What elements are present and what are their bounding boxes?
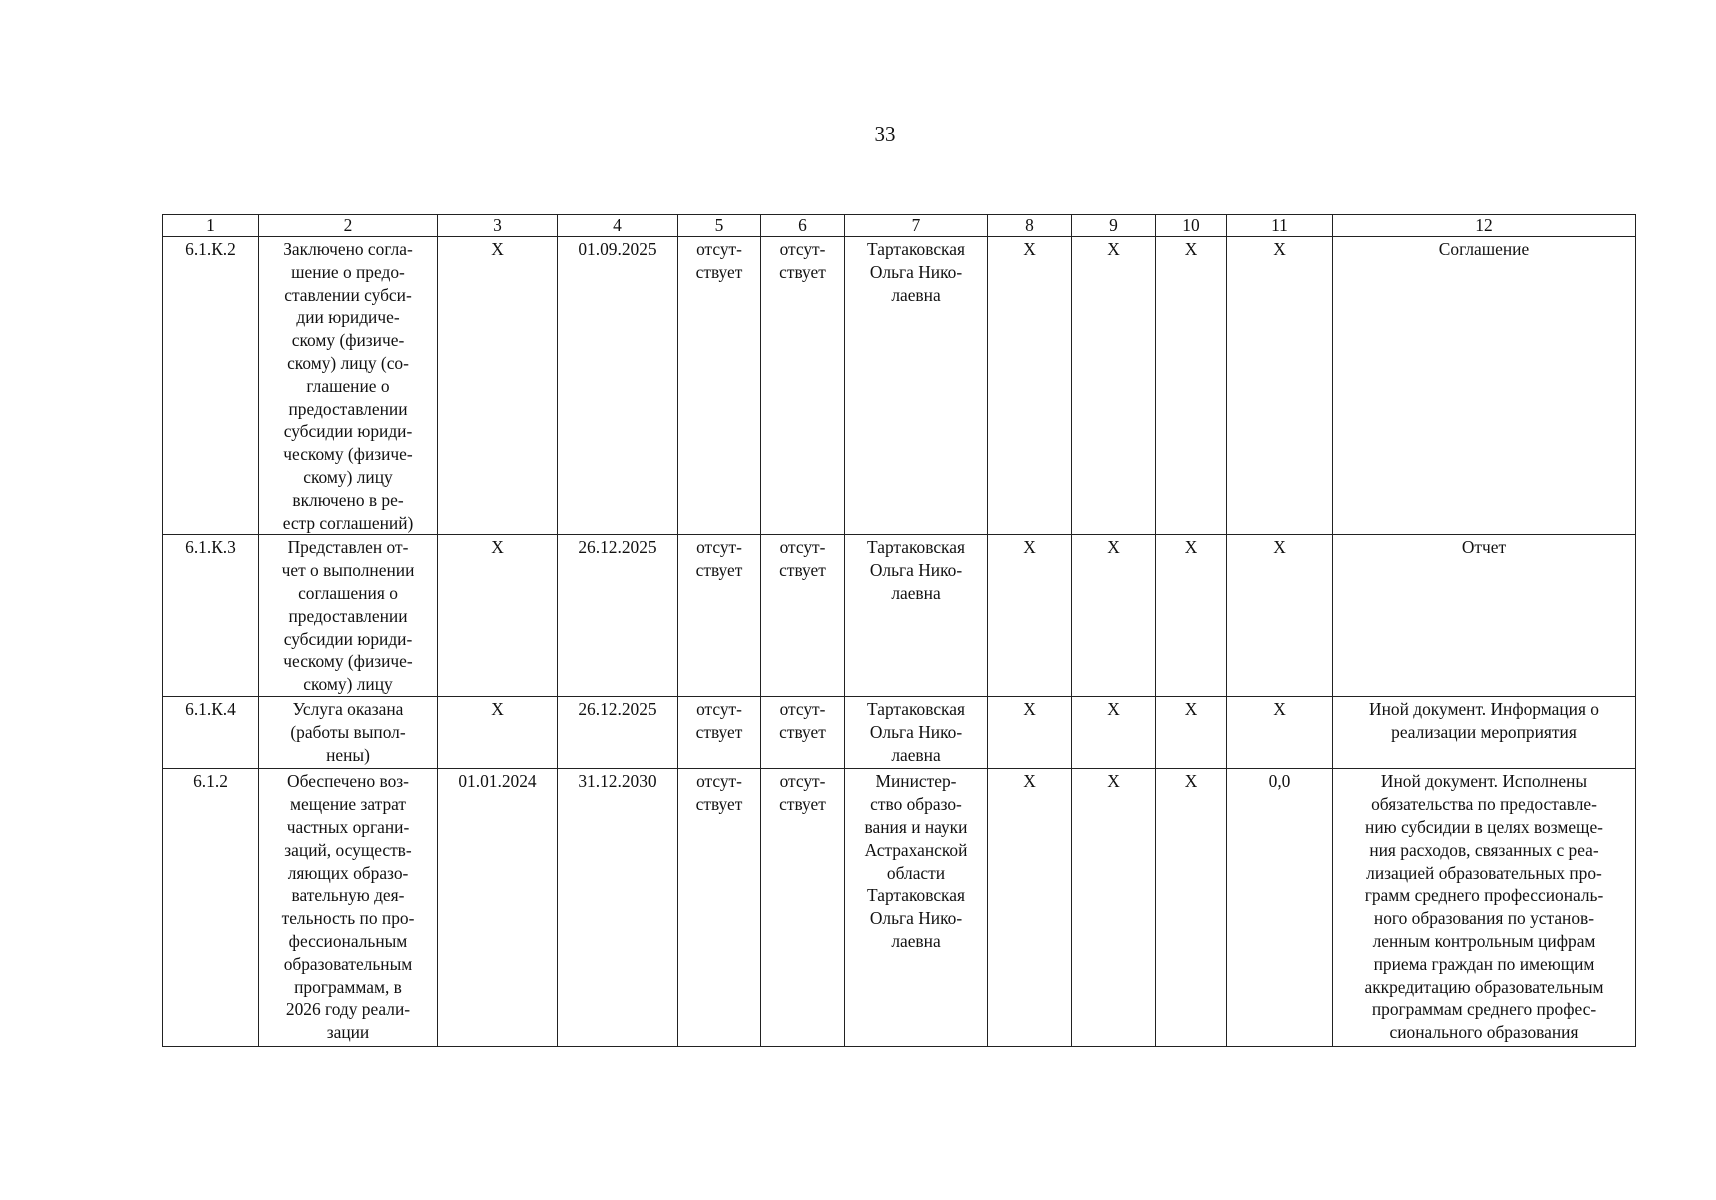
responsible-cell	[845, 237, 988, 535]
text-line: предоставлении	[288, 605, 408, 626]
column-8-cell: X	[988, 769, 1072, 1047]
text-line: скому (физиче-	[291, 330, 405, 351]
text-line: лаевна	[891, 930, 941, 951]
text-line: грамм среднего профессиональ-	[1364, 885, 1604, 906]
text-line: предоставлении	[288, 398, 408, 419]
row-code-cell: 6.1.К.3	[163, 535, 259, 697]
text-line: Обеспечено воз-	[287, 771, 409, 792]
column-5-cell	[678, 769, 761, 1047]
text-line: вания и науки	[864, 816, 968, 837]
column-11-cell: X	[1227, 535, 1333, 697]
end-date-cell: 31.12.2030	[558, 769, 678, 1047]
text-line: мещение затрат	[289, 794, 407, 815]
column-6-cell	[761, 535, 845, 697]
text-line: программам, в	[294, 976, 402, 997]
text-line: ленным контрольным цифрам	[1372, 930, 1596, 951]
text-line: включено в ре-	[292, 489, 404, 510]
row-code-cell: 6.1.К.4	[163, 697, 259, 769]
column-header: 8	[988, 215, 1072, 237]
text-line: ствует	[695, 722, 743, 743]
responsible-cell	[845, 697, 988, 769]
text-line: шение о предо-	[291, 261, 405, 282]
text-line: Ольга Нико-	[869, 908, 963, 929]
column-5-cell	[678, 535, 761, 697]
column-header: 9	[1072, 215, 1156, 237]
text-line: скому) лицу (со-	[287, 352, 409, 373]
page-number: 33	[874, 122, 896, 146]
text-line: области	[886, 862, 946, 883]
text-line: субсидии юриди-	[283, 628, 413, 649]
column-6-cell	[761, 769, 845, 1047]
table-header-row	[163, 215, 1636, 237]
text-line: глашение о	[306, 375, 390, 396]
plan-table-container	[162, 214, 1635, 1047]
text-line: отсут-	[696, 699, 742, 720]
document-cell	[1333, 535, 1636, 697]
column-5-cell	[678, 697, 761, 769]
text-line: Иной документ. Исполнены	[1380, 771, 1588, 792]
column-10-cell: X	[1156, 535, 1227, 697]
text-line: зации	[326, 1022, 370, 1043]
text-line: Иной документ. Информация о	[1369, 699, 1599, 720]
column-header: 12	[1333, 215, 1636, 237]
text-line: аккредитацию образовательным	[1364, 976, 1604, 997]
text-line: ствует	[695, 261, 743, 282]
column-10-cell: X	[1156, 697, 1227, 769]
text-line: ния расходов, связанных с реа-	[1369, 839, 1599, 860]
start-date-cell: 01.01.2024	[438, 769, 558, 1047]
document-cell	[1333, 697, 1636, 769]
text-line: ческому (физиче-	[283, 651, 413, 672]
text-line: ставлении субси-	[284, 284, 412, 305]
text-line: 2026 году реали-	[285, 999, 411, 1020]
column-9-cell: X	[1072, 535, 1156, 697]
text-line: Ольга Нико-	[869, 261, 963, 282]
text-line: образовательным	[283, 953, 413, 974]
column-10-cell: X	[1156, 237, 1227, 535]
text-line: ствует	[779, 560, 826, 581]
text-line: субсидии юриди-	[283, 421, 413, 442]
column-header: 5	[678, 215, 761, 237]
text-line: вательную дея-	[291, 885, 405, 906]
column-9-cell: X	[1072, 769, 1156, 1047]
text-line: Ольга Нико-	[869, 560, 963, 581]
text-line: ляющих образо-	[287, 862, 409, 883]
column-header: 4	[558, 215, 678, 237]
document-cell	[1333, 237, 1636, 535]
column-header: 7	[845, 215, 988, 237]
text-line: отсут-	[696, 239, 742, 259]
text-line: ческому (физиче-	[283, 444, 413, 465]
column-5-cell	[678, 237, 761, 535]
text-line: чет о выполнении	[281, 560, 415, 581]
row-code-cell: 6.1.К.2	[163, 237, 259, 535]
column-header: 10	[1156, 215, 1227, 237]
text-line: реализации мероприятия	[1391, 722, 1577, 743]
text-line: отсут-	[779, 239, 826, 259]
text-line: Услуга оказана	[292, 699, 404, 720]
text-line: Представлен от-	[287, 537, 409, 558]
text-line: лизацией образовательных про-	[1366, 862, 1602, 883]
text-line: Астраханской	[864, 839, 968, 860]
text-line: Ольга Нико-	[869, 722, 963, 743]
text-line: ствует	[779, 261, 826, 282]
column-header: 6	[761, 215, 845, 237]
column-10-cell: X	[1156, 769, 1227, 1047]
text-line: отсут-	[696, 537, 742, 558]
row-name-cell	[259, 697, 438, 769]
column-11-cell: X	[1227, 697, 1333, 769]
text-line: лаевна	[891, 284, 941, 305]
text-line: ствует	[695, 560, 743, 581]
table-row	[163, 769, 1636, 1047]
text-line: лаевна	[891, 582, 941, 603]
text-line: Тартаковская	[867, 885, 965, 906]
column-header: 11	[1227, 215, 1333, 237]
column-9-cell: X	[1072, 237, 1156, 535]
text-line: скому) лицу	[303, 674, 393, 695]
table-row	[163, 535, 1636, 697]
document-cell	[1333, 769, 1636, 1047]
column-header: 3	[438, 215, 558, 237]
text-line: нены)	[326, 744, 370, 765]
text-line: Тартаковская	[867, 537, 965, 558]
text-line: отсут-	[779, 537, 826, 558]
text-line: ство образо-	[870, 794, 962, 815]
row-name-cell	[259, 237, 438, 535]
text-line: отсут-	[779, 699, 826, 720]
end-date-cell: 26.12.2025	[558, 697, 678, 769]
text-line: обязательства по предоставле-	[1371, 794, 1597, 815]
start-date-cell: X	[438, 697, 558, 769]
text-line: частных органи-	[286, 816, 410, 837]
column-8-cell: X	[988, 237, 1072, 535]
table-row	[163, 697, 1636, 769]
column-8-cell: X	[988, 535, 1072, 697]
row-name-cell	[259, 769, 438, 1047]
text-line: дии юридиче-	[296, 307, 400, 328]
text-line: ствует	[779, 794, 826, 815]
end-date-cell: 01.09.2025	[558, 237, 678, 535]
text-line: Тартаковская	[867, 239, 965, 259]
text-line: отсут-	[696, 771, 742, 792]
column-header: 2	[259, 215, 438, 237]
text-line: программам среднего профес-	[1371, 999, 1597, 1020]
responsible-cell	[845, 535, 988, 697]
text-line: отсут-	[779, 771, 826, 792]
text-line: (работы выпол-	[290, 722, 406, 743]
column-6-cell	[761, 697, 845, 769]
text-line: лаевна	[891, 744, 941, 765]
text-line: приема граждан по имеющим	[1373, 953, 1595, 974]
text-line: фессиональным	[288, 930, 408, 951]
responsible-cell	[845, 769, 988, 1047]
column-9-cell: X	[1072, 697, 1156, 769]
text-line: заций, осуществ-	[284, 839, 412, 860]
row-code-cell: 6.1.2	[163, 769, 259, 1047]
text-line: сионального образования	[1389, 1022, 1579, 1043]
column-11-cell: 0,0	[1227, 769, 1333, 1047]
plan-table	[162, 214, 1636, 1047]
row-name-cell	[259, 535, 438, 697]
end-date-cell: 26.12.2025	[558, 535, 678, 697]
text-line: скому) лицу	[303, 466, 393, 487]
text-line: тельность по про-	[281, 908, 415, 929]
column-11-cell: X	[1227, 237, 1333, 535]
text-line: Тартаковская	[867, 699, 965, 720]
column-8-cell: X	[988, 697, 1072, 769]
text-line: Отчет	[1461, 537, 1507, 558]
text-line: Заключено согла-	[283, 239, 413, 259]
text-line: ного образования по установ-	[1373, 908, 1595, 929]
text-line: нию субсидии в целях возмеще-	[1365, 816, 1603, 837]
start-date-cell: X	[438, 237, 558, 535]
text-line: Министер-	[875, 771, 957, 792]
start-date-cell: X	[438, 535, 558, 697]
column-header: 1	[163, 215, 259, 237]
text-line: ствует	[695, 794, 743, 815]
text-line: Соглашение	[1438, 239, 1530, 259]
text-line: естр соглашений)	[282, 512, 414, 533]
column-6-cell	[761, 237, 845, 535]
text-line: соглашения о	[298, 582, 398, 603]
text-line: ствует	[779, 722, 826, 743]
table-row	[163, 237, 1636, 535]
